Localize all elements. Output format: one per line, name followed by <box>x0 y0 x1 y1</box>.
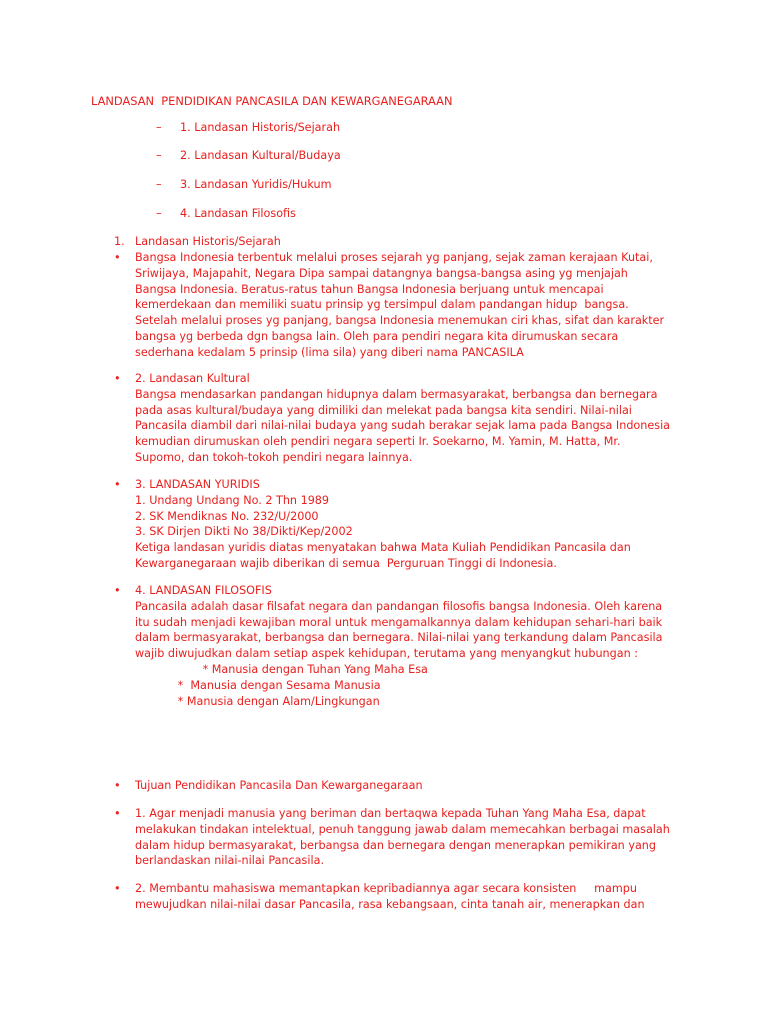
text-line: 1. Agar menjadi manusia yang beriman dan bertaqwa kepada Tuhan Yang Maha Esa, dapat <box>135 807 646 820</box>
text-line: Ketiga landasan yuridis diatas menyatakan bahwa Mata Kuliah Pendidikan Pancasila dan <box>135 541 631 555</box>
bullet-marker: • <box>114 372 121 385</box>
text-line: 4. LANDASAN FILOSOFIS <box>135 584 272 597</box>
bullet-marker: • <box>114 584 121 597</box>
section-body <box>135 806 675 869</box>
bullet-marker: • <box>114 478 121 491</box>
text-line: dalam bermasyarakat, berbangsa dan bernegara. Nilai-nilai yang terkandung dalam Pancasila <box>135 631 663 645</box>
text-line: Bangsa Indonesia. Beratus-ratus tahun Bangsa Indonesia berjuang untuk mencapai <box>135 282 604 296</box>
toc-dash: – <box>156 121 162 134</box>
bullet-marker: • <box>114 807 121 820</box>
text-line: Kewarganegaraan wajib diberikan di semua Perguruan Tinggi di Indonesia. <box>135 556 557 570</box>
toc-text: 3. Landasan Yuridis/Hukum <box>180 178 332 191</box>
text-line: bangsa yg berbeda dgn bangsa lain. Oleh para pendiri negara kita dirumuskan secara <box>135 329 619 343</box>
text-line: Sriwijaya, Majapahit, Negara Dipa sampai datangnya bangsa-bangsa asing yg menjajah <box>135 266 628 280</box>
text-line: Landasan Historis/Sejarah <box>135 235 281 248</box>
text-line: melakukan tindakan intelektual, penuh tanggung jawab dalam memecahkan berbagai masalah <box>135 822 670 836</box>
text-line: Tujuan Pendidikan Pancasila Dan Kewarganegaraan <box>135 779 423 792</box>
text-line: * Manusia dengan Alam/Lingkungan <box>135 694 380 708</box>
text-line: wajib diwujudkan dalam setiap aspek kehidupan, terutama yang menyangkut hubungan : <box>135 647 639 661</box>
toc-item-3 <box>156 178 331 191</box>
bullet-marker: • <box>114 251 121 264</box>
bullet-marker: • <box>114 882 121 895</box>
text-line: 1. Undang Undang No. 2 Thn 1989 <box>135 493 330 507</box>
text-line: 2. Landasan Kultural <box>135 372 250 385</box>
toc-dash: – <box>156 178 162 191</box>
toc-text: 4. Landasan Filosofis <box>180 207 296 220</box>
section-body <box>135 881 675 913</box>
text-line: kemudian dirumuskan oleh pendiri negara seperti Ir. Soekarno, M. Yamin, M. Hatta, Mr. <box>135 435 621 449</box>
text-line: 2. Membantu mahasiswa memantapkan kepribadiannya agar secara konsisten mampu <box>135 882 637 895</box>
text-line: * Manusia dengan Sesama Manusia <box>135 678 381 692</box>
text-line: kemerdekaan dan memiliki suatu prinsip yg tersimpul dalam pandangan hidup bangsa. <box>135 298 629 312</box>
text-line: itu sudah menjadi kewajiban moral untuk mengamalkannya dalam kehidupan sehari-hari baik <box>135 615 663 629</box>
document-title: LANDASAN PENDIDIKAN PANCASILA DAN KEWARGANEGARAAN <box>91 94 453 108</box>
text-line: pada asas kultural/budaya yang dimiliki dan melekat pada bangsa kita sendiri. Nilai-nilai <box>135 403 632 417</box>
text-line: Pancasila diambil dari nilai-nilai budaya yang sudah berakar sejak lama pada Bangsa Indonesia <box>135 419 671 433</box>
text-line: dalam hidup bermasyarakat, berbangsa dan bernegara dengan menerapkan pemikiran yang <box>135 838 656 852</box>
toc-item-2 <box>156 149 341 162</box>
text-line: 3. LANDASAN YURIDIS <box>135 478 260 491</box>
text-line: Setelah melalui proses yg panjang, bangsa Indonesia menemukan ciri khas, sifat dan karakter <box>135 314 665 328</box>
bullet-marker: • <box>114 779 121 792</box>
text-line: 2. SK Mendiknas No. 232/U/2000 <box>135 509 319 523</box>
section-body <box>135 477 675 572</box>
section-body <box>135 778 675 794</box>
list-marker: 1. <box>114 235 125 248</box>
text-line: berlandaskan nilai-nilai Pancasila. <box>135 854 324 868</box>
text-line: Bangsa mendasarkan pandangan hidupnya dalam bermasyarakat, berbangsa dan bernegara <box>135 387 658 401</box>
text-line: Supomo, dan tokoh-tokoh pendiri negara lainnya. <box>135 450 413 464</box>
section-body <box>135 583 675 709</box>
section-body <box>135 234 675 250</box>
toc-item-4 <box>156 207 296 220</box>
toc-dash: – <box>156 149 162 162</box>
section-body <box>135 250 675 361</box>
toc-dash: – <box>156 207 162 220</box>
section-body <box>135 371 675 466</box>
text-line: Pancasila adalah dasar filsafat negara dan pandangan filosofis bangsa Indonesia. Oleh karena <box>135 599 663 613</box>
toc-text: 2. Landasan Kultural/Budaya <box>180 149 341 162</box>
text-line: * Manusia dengan Tuhan Yang Maha Esa <box>135 662 428 676</box>
text-line: sederhana kedalam 5 prinsip (lima sila) yang diberi nama PANCASILA <box>135 345 524 359</box>
text-line: Bangsa Indonesia terbentuk melalui proses sejarah yg panjang, sejak zaman kerajaan Kutai, <box>135 251 653 264</box>
text-line: 3. SK Dirjen Dikti No 38/Dikti/Kep/2002 <box>135 525 353 539</box>
toc-text: 1. Landasan Historis/Sejarah <box>180 121 341 134</box>
text-line: mewujudkan nilai-nilai dasar Pancasila, rasa kebangsaan, cinta tanah air, menerapkan dan <box>135 897 645 911</box>
toc-item-1 <box>156 121 340 134</box>
